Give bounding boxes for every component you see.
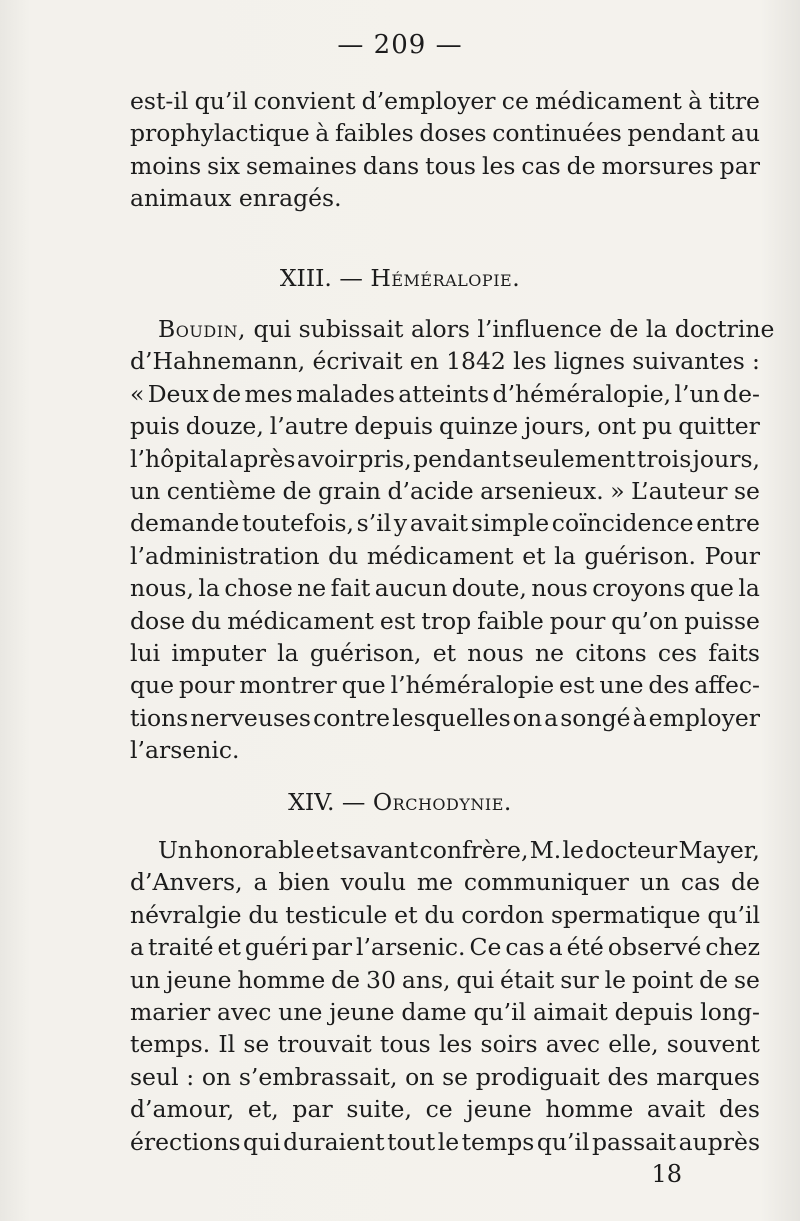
text-line [130, 1028, 760, 1060]
text-line [130, 702, 760, 734]
word: malades [296, 379, 395, 408]
word: on [201, 1062, 232, 1091]
word: a [544, 703, 559, 732]
word: qu’il [473, 997, 527, 1026]
word: songé [560, 703, 631, 732]
word: M. [529, 836, 562, 864]
word: fait [330, 574, 371, 603]
word: les [438, 1030, 473, 1059]
word: érections [130, 1127, 241, 1156]
word: sur [560, 965, 599, 994]
word: et, [247, 1095, 279, 1124]
word: elle, [608, 1030, 659, 1059]
word: au [730, 119, 760, 148]
word: que [130, 671, 175, 700]
word: et [394, 900, 418, 929]
word: ces [657, 638, 698, 667]
word: aucun [374, 574, 448, 603]
word: qui [456, 965, 495, 994]
word: avoir [296, 444, 358, 473]
word: arsenieux. [480, 476, 604, 505]
word: de [699, 965, 729, 994]
word: les [481, 151, 516, 180]
word: était [500, 965, 555, 994]
word: soirs [480, 1030, 538, 1059]
word: qu’il [707, 900, 760, 929]
word: la [554, 541, 576, 570]
word: Pour [704, 541, 760, 570]
word: affec- [694, 671, 760, 700]
word: par [311, 933, 353, 962]
word: guéri [244, 933, 308, 962]
word: à [632, 703, 647, 732]
word: quitter [678, 412, 760, 441]
word: a [548, 933, 563, 962]
word: la [738, 574, 760, 603]
word: médicament [535, 87, 682, 115]
text-line [130, 507, 760, 539]
word: du [191, 606, 222, 635]
word: pris, [358, 444, 412, 473]
text-line [130, 1061, 760, 1093]
word: les [513, 347, 547, 376]
word: guérison, [309, 638, 422, 667]
word: d’amour, [130, 1095, 235, 1124]
word: coïncidence [551, 509, 694, 538]
word: guérison. [584, 541, 696, 570]
text-line: animaux enragés. [130, 184, 342, 213]
word: 1842 [446, 347, 506, 376]
word: continuées [492, 119, 622, 148]
word: grain [318, 476, 381, 505]
word: et [522, 541, 546, 570]
word: confrère, [419, 836, 529, 864]
word: qu’il [536, 1127, 590, 1156]
word: puis [130, 412, 180, 441]
word: bien [278, 868, 330, 897]
signature-mark: 18 [651, 1160, 682, 1188]
word: pour [549, 606, 606, 635]
word: se [243, 1030, 270, 1059]
word: après [229, 444, 296, 473]
word: le [604, 965, 627, 994]
word: croyons [592, 574, 686, 603]
word: seul [130, 1062, 179, 1091]
text-line [130, 572, 760, 604]
word: qu’il [194, 87, 248, 115]
word: toutefois, [242, 509, 354, 538]
word: douze, [185, 412, 264, 441]
word: morsures [601, 151, 714, 180]
word: homme [545, 1095, 634, 1124]
word: et [315, 836, 340, 864]
word: jeune [329, 997, 395, 1026]
word: la [198, 574, 220, 603]
word: de [731, 868, 760, 897]
text-line [130, 117, 760, 149]
word: nous, [130, 574, 194, 603]
word: citons [575, 638, 647, 667]
word: ne [297, 574, 327, 603]
word: entre [696, 509, 760, 538]
text-line [130, 866, 760, 898]
word: médicament [227, 606, 374, 635]
word: à [315, 119, 330, 148]
word: se [734, 965, 760, 994]
word: long- [700, 997, 760, 1026]
text-line [130, 1126, 760, 1158]
word: que [341, 671, 386, 700]
word: médicament [366, 541, 514, 570]
text-line [130, 605, 760, 637]
word: doute, [451, 574, 527, 603]
section-title: Héméralopie. [370, 264, 521, 292]
word: est [379, 606, 416, 635]
word: observé [607, 933, 702, 962]
word: et [432, 638, 457, 667]
word: temps. [130, 1030, 211, 1059]
word: cas [521, 151, 561, 180]
text-line [130, 669, 760, 701]
word: montrer [239, 671, 337, 700]
word: de [331, 965, 361, 994]
word: ne [534, 638, 565, 667]
word: qui [242, 1127, 281, 1156]
word: de [282, 476, 312, 505]
paragraph-orchodynie [130, 834, 760, 1158]
word: par [292, 1095, 333, 1124]
word: en [409, 347, 439, 376]
word: : [752, 347, 760, 376]
text-line [130, 443, 760, 475]
word: un [639, 868, 671, 897]
section-heading-xiv [0, 788, 800, 816]
word: l’un [674, 379, 720, 408]
word: trois [636, 444, 692, 473]
word: moins [130, 151, 202, 180]
word: traité [148, 933, 214, 962]
word: le [562, 836, 584, 864]
word: semaines [246, 151, 357, 180]
word: simple [470, 509, 550, 538]
word: : [186, 1062, 195, 1091]
word: doses [419, 119, 487, 148]
word: cas [505, 933, 545, 962]
text-line [130, 410, 760, 442]
word: chose [224, 574, 293, 603]
word: passait [591, 1127, 677, 1156]
word: trouvait [277, 1030, 372, 1059]
word: du [328, 541, 359, 570]
word: puisse [684, 606, 760, 635]
text-line [130, 834, 760, 866]
word: des [718, 1095, 760, 1124]
word: demande [130, 509, 240, 538]
word: de- [723, 379, 760, 408]
word: de [212, 379, 242, 408]
word: et [217, 933, 241, 962]
author-name: Boudin, [158, 315, 246, 343]
word: mes [244, 379, 293, 408]
word: prophylactique [130, 119, 310, 148]
text-line: Boudin, qui subissait alors l’influence de la doctrine [130, 313, 760, 345]
word: d’Hahnemann, [130, 347, 306, 376]
text-line [130, 475, 760, 507]
word: du [248, 900, 279, 929]
word: a [253, 868, 268, 897]
word: l’autre [269, 412, 349, 441]
word: a [130, 933, 145, 962]
word: atteints [398, 379, 490, 408]
paragraph-continuation [130, 85, 760, 215]
word: pour [178, 671, 235, 700]
word: écrivait [312, 347, 403, 376]
word: d’employer [361, 87, 496, 115]
word: tout [387, 1127, 436, 1156]
word: Il [218, 1030, 236, 1059]
word: jeune [166, 965, 232, 994]
word: par [719, 151, 760, 180]
word: faibles [334, 119, 414, 148]
word: de [566, 151, 596, 180]
word: la [277, 638, 299, 667]
word: à [688, 87, 703, 115]
word: tous [425, 151, 476, 180]
section-title: Orchodynie. [372, 788, 512, 816]
word: avec [545, 1030, 601, 1059]
word: voulu [340, 868, 406, 897]
word: s’il [356, 509, 392, 538]
word: l’héméralopie [390, 671, 555, 700]
word: prodiguait [475, 1062, 600, 1091]
word: un [130, 965, 161, 994]
word: temps [461, 1127, 535, 1156]
text-line [130, 85, 760, 117]
word: y [393, 509, 408, 538]
word: se [442, 1062, 469, 1091]
word: du [424, 900, 455, 929]
word: employer [648, 703, 760, 732]
word: communiquer [463, 868, 629, 897]
word: faible [477, 606, 544, 635]
word: testicule [285, 900, 388, 929]
word: une [278, 997, 323, 1026]
word: nerveuses [190, 703, 311, 732]
word: dame [401, 997, 467, 1026]
word: avait [409, 509, 469, 538]
page-number: — 209 — [337, 30, 463, 60]
word: des [607, 1062, 649, 1091]
text-line [130, 964, 760, 996]
text-line [130, 899, 760, 931]
word: d’héméralopie, [492, 379, 672, 408]
word: lui [130, 638, 161, 667]
word: on [512, 703, 543, 732]
word: Un [158, 836, 193, 864]
word: souvent [666, 1030, 760, 1059]
word: honorable [194, 836, 315, 864]
text-line [130, 345, 760, 377]
word: cas [680, 868, 721, 897]
word: six [207, 151, 240, 180]
word: ans, [401, 965, 451, 994]
word: l’arsenic. [356, 933, 466, 962]
word: avec [217, 997, 272, 1026]
word: spermatique [550, 900, 701, 929]
text-line [130, 996, 760, 1028]
word: duraient [283, 1127, 385, 1156]
word: 30 [366, 965, 396, 994]
word: seulement [512, 444, 636, 473]
word: docteur [585, 836, 678, 864]
word: Deux [147, 379, 209, 408]
word: est-il [130, 87, 189, 115]
text-line [130, 637, 760, 669]
word: que [689, 574, 734, 603]
word: jours, [692, 444, 760, 473]
word: pendant [627, 119, 726, 148]
section-number: XIV. — [288, 788, 366, 816]
word: depuis [614, 997, 694, 1026]
word: pendant [413, 444, 511, 473]
word: nous [467, 638, 524, 667]
word: faits [708, 638, 760, 667]
word: été [566, 933, 604, 962]
word: s’embrassait, [238, 1062, 398, 1091]
word: l’hôpital [130, 444, 228, 473]
text-line [130, 540, 760, 572]
section-heading-xiii [0, 264, 800, 292]
word: point [631, 965, 694, 994]
word: ont [597, 412, 637, 441]
word: trop [421, 606, 472, 635]
word: L’auteur [631, 476, 728, 505]
word: marques [656, 1062, 760, 1091]
word: un [130, 476, 161, 505]
word: suivantes [632, 347, 745, 376]
text-line [130, 378, 760, 410]
text-line [130, 1093, 760, 1125]
word: nous [531, 574, 588, 603]
word: d’acide [387, 476, 474, 505]
word: lignes [553, 347, 626, 376]
word: tous [379, 1030, 431, 1059]
word: convient [253, 87, 356, 115]
text-line [130, 931, 760, 963]
word: une [599, 671, 644, 700]
word: homme [237, 965, 326, 994]
word: jours, [524, 412, 592, 441]
word: névralgie [130, 900, 242, 929]
text-line: l’arsenic. [130, 736, 240, 765]
word: tions [130, 703, 189, 732]
word: centième [166, 476, 277, 505]
word: on [405, 1062, 435, 1091]
word: suite, [346, 1095, 412, 1124]
word: est [559, 671, 595, 700]
text-line [130, 150, 760, 182]
word: pu [642, 412, 673, 441]
word: ce [425, 1095, 453, 1124]
word: Ce [469, 933, 502, 962]
word: chez [705, 933, 760, 962]
word: l’administration [130, 541, 320, 570]
word: lesquelles [392, 703, 511, 732]
word: « [130, 379, 145, 408]
word: ce [501, 87, 529, 115]
word: avait [646, 1095, 706, 1124]
word: quinze [439, 412, 519, 441]
word: dans [362, 151, 420, 180]
word: se [733, 476, 760, 505]
section-number: XIII. — [279, 264, 363, 292]
word: des [648, 671, 690, 700]
word: me [416, 868, 454, 897]
word: jeune [466, 1095, 532, 1124]
word: marier [130, 997, 211, 1026]
word: auprès [678, 1127, 760, 1156]
word: imputer [171, 638, 266, 667]
word: aimait [533, 997, 608, 1026]
word: cordon [461, 900, 545, 929]
word: d’Anvers, [130, 868, 243, 897]
word: titre [708, 87, 760, 115]
word: » [610, 476, 625, 505]
word: le [437, 1127, 460, 1156]
word: contre [313, 703, 391, 732]
paragraph-hemeralopie [130, 313, 775, 766]
word: dose [130, 606, 186, 635]
word: depuis [354, 412, 434, 441]
word: savant [340, 836, 419, 864]
word: Mayer, [678, 836, 760, 864]
word: qu’on [611, 606, 679, 635]
